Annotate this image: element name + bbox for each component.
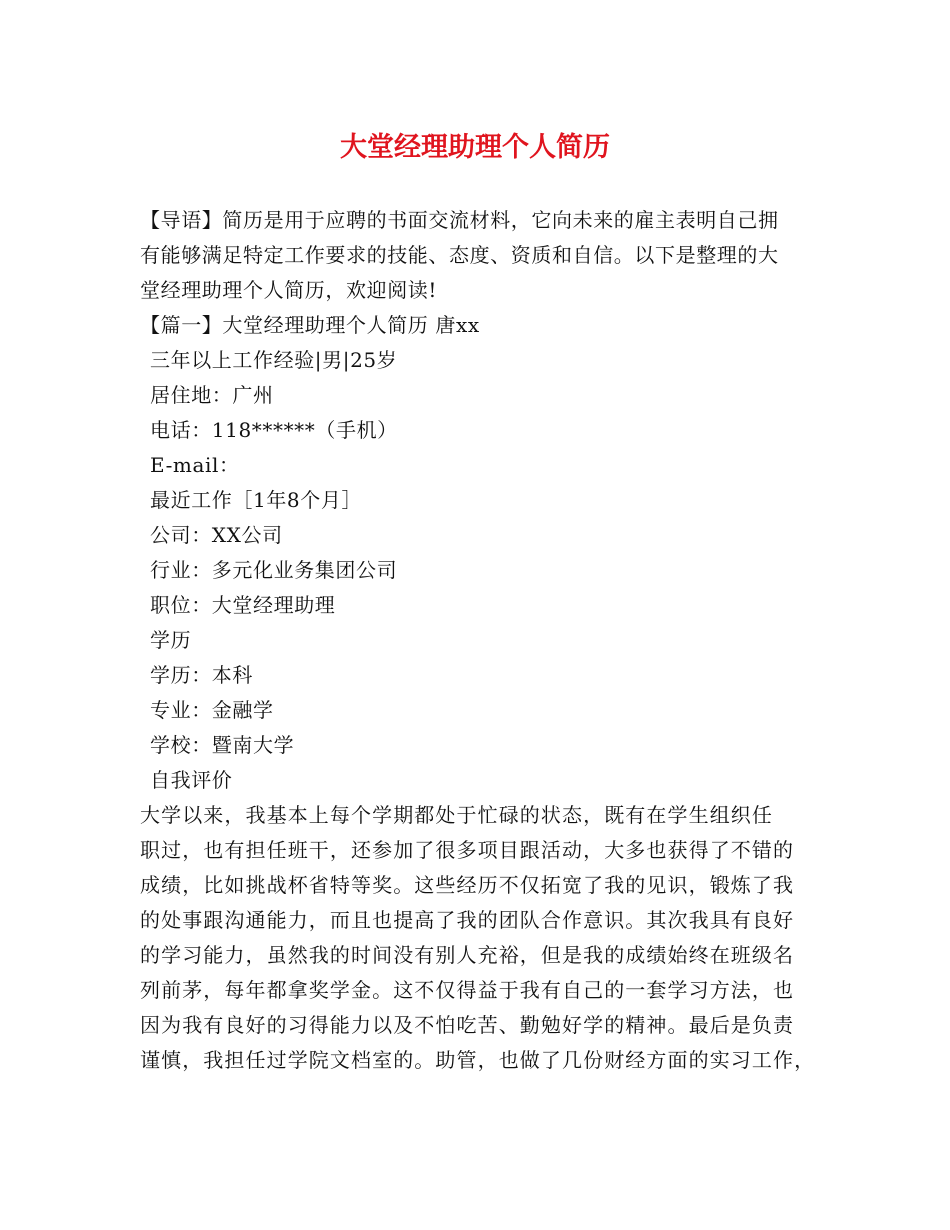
- self-eval-line: 大学以来，我基本上每个学期都处于忙碌的状态，既有在学生组织任: [140, 803, 773, 827]
- self-eval-line: 的处事跟沟通能力，而且也提高了我的团队合作意识。其次我具有良好: [140, 908, 795, 932]
- intro-line: 堂经理助理个人简历，欢迎阅读!: [140, 278, 438, 302]
- intro-line: 有能够满足特定工作要求的技能、态度、资质和自信。以下是整理的大: [140, 243, 779, 267]
- info-line-major: 专业：金融学: [150, 698, 274, 722]
- info-line-email: E-mail：: [150, 453, 240, 477]
- document-title: 大堂经理助理个人简历: [340, 132, 610, 163]
- self-eval-line: 职过，也有担任班干，还参加了很多项目跟活动，大多也获得了不错的: [140, 838, 795, 862]
- info-line-school: 学校：暨南大学: [150, 733, 295, 757]
- info-line-position: 职位：大堂经理助理: [150, 593, 336, 617]
- info-line-self-eval-heading: 自我评价: [150, 768, 233, 792]
- self-eval-line: 成绩，比如挑战杯省特等奖。这些经历不仅拓宽了我的见识，锻炼了我: [140, 873, 795, 897]
- self-eval-line: 谨慎，我担任过学院文档室的。助管，也做了几份财经方面的实习工作，: [140, 1048, 816, 1072]
- info-line-degree: 学历：本科: [150, 663, 253, 687]
- intro-line: 【导语】简历是用于应聘的书面交流材料，它向未来的雇主表明自己拥: [140, 208, 779, 232]
- self-eval-line: 列前茅，每年都拿奖学金。这不仅得益于我有自己的一套学习方法，也: [140, 978, 795, 1002]
- info-line-experience: 三年以上工作经验|男|25岁: [150, 348, 398, 372]
- self-eval-line: 的学习能力，虽然我的时间没有别人充裕，但是我的成绩始终在班级名: [140, 943, 795, 967]
- self-eval-line: 因为我有良好的习得能力以及不怕吃苦、勤勉好学的精神。最后是负责: [140, 1013, 795, 1037]
- info-line-residence: 居住地：广州: [150, 383, 274, 407]
- info-line-education-heading: 学历: [150, 628, 192, 652]
- info-line-industry: 行业：多元化业务集团公司: [150, 558, 398, 582]
- info-line-company: 公司：XX公司: [150, 523, 283, 547]
- info-line-phone: 电话：118******（手机）: [150, 418, 398, 442]
- info-line-recent-work: 最近工作［1年8个月］: [150, 488, 363, 512]
- section-heading: 【篇一】大堂经理助理个人简历 唐xx: [140, 313, 480, 337]
